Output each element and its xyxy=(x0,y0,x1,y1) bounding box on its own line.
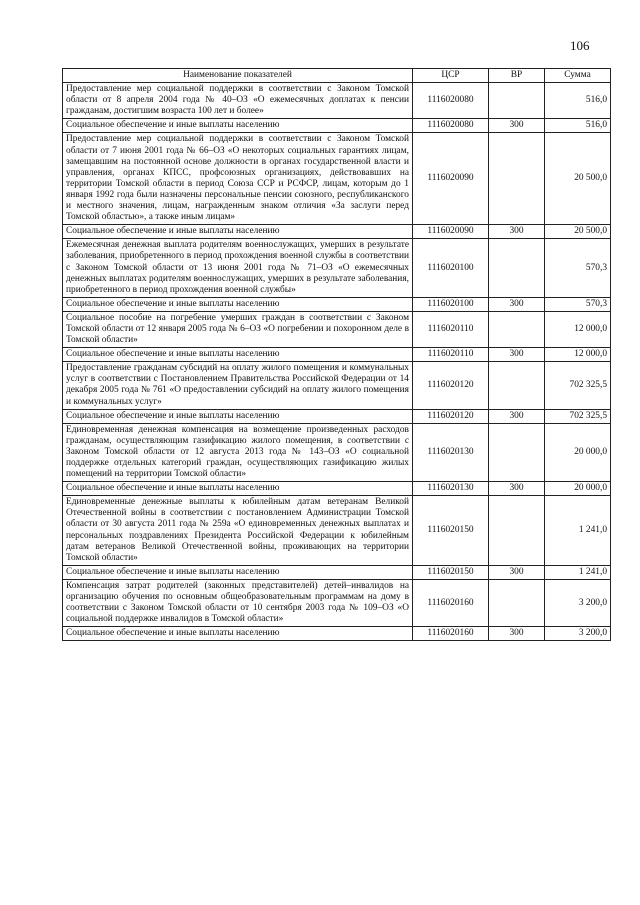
row-csr: 1116020150 xyxy=(413,565,489,579)
row-vr xyxy=(489,83,545,119)
row-vr xyxy=(489,496,545,566)
row-vr: 300 xyxy=(489,348,545,362)
row-sum: 20 000,0 xyxy=(545,423,611,481)
row-sum: 702 325,5 xyxy=(545,362,611,409)
header-csr: ЦСР xyxy=(413,69,489,83)
row-name: Социальное обеспечение и иные выплаты населению xyxy=(63,225,413,239)
table-header-row xyxy=(63,69,611,83)
row-name: Ежемесячная денежная выплата родителям военнослужащих, умерших в результате заболевания, приобретенного в период прохождения военной службы в соответствии с Законом Томской области от 13 июня 2001 года № 71–ОЗ «О ежемесячных денежных выплатах родителям военнослужащих, умерших в результате заболевания, приобретенного в период прохождения военной службы» xyxy=(63,239,413,297)
row-name: Социальное обеспечение и иные выплаты населению xyxy=(63,119,413,133)
row-sum: 570,3 xyxy=(545,239,611,297)
row-vr: 300 xyxy=(489,297,545,311)
row-name: Социальное обеспечение и иные выплаты населению xyxy=(63,482,413,496)
row-csr: 1116020100 xyxy=(413,297,489,311)
header-name: Наименование показателей xyxy=(63,69,413,83)
table-row xyxy=(63,239,611,297)
row-name: Предоставление мер социальной поддержки в соответствии с Законом Томской области от 7 июня 2001 года № 66–ОЗ «О некоторых социальных гарантиях лицам, замещавшим на постоянной основе должности в органах государственной власти и управления, органах КПСС, профсоюзных организациях, действовавших на территории Томской области в период Союза ССР и РСФСР, лицам, которым до 1 января 1992 года были назначены персональные пенсии союзного, республиканского и местного значения, лицам, награжденным знаком отличия «За заслуги перед Томской областью», а также иным лицам» xyxy=(63,133,413,225)
row-csr: 1116020160 xyxy=(413,627,489,641)
header-sum: Сумма xyxy=(545,69,611,83)
row-vr: 300 xyxy=(489,409,545,423)
row-csr: 1116020090 xyxy=(413,225,489,239)
table-row xyxy=(63,627,611,641)
row-sum: 3 200,0 xyxy=(545,627,611,641)
header-vr: ВР xyxy=(489,69,545,83)
row-vr: 300 xyxy=(489,225,545,239)
row-name: Социальное пособие на погребение умерших граждан в соответствии с Законом Томской области от 12 января 2005 года № 6–ОЗ «О погребении и похоронном деле в Томской области» xyxy=(63,311,413,347)
row-name: Социальное обеспечение и иные выплаты населению xyxy=(63,348,413,362)
table-row xyxy=(63,225,611,239)
table-row xyxy=(63,496,611,566)
row-vr: 300 xyxy=(489,482,545,496)
row-name: Социальное обеспечение и иные выплаты населению xyxy=(63,627,413,641)
row-sum: 516,0 xyxy=(545,83,611,119)
row-name: Предоставление мер социальной поддержки в соответствии с Законом Томской области от 8 апреля 2004 года № 40–ОЗ «О ежемесячных доплатах к пенсии гражданам, достигшим возраста 100 лет и более» xyxy=(63,83,413,119)
row-sum: 12 000,0 xyxy=(545,311,611,347)
row-sum: 12 000,0 xyxy=(545,348,611,362)
row-name: Социальное обеспечение и иные выплаты населению xyxy=(63,565,413,579)
table-row xyxy=(63,83,611,119)
row-csr: 1116020130 xyxy=(413,423,489,481)
row-name: Компенсация затрат родителей (законных представителей) детей–инвалидов на организацию обучения по основным общеобразовательным программам на дому в соответствии с Законом Томской области от 10 сентября 2003 года № 109–ОЗ «О социальной поддержке инвалидов в Томской области» xyxy=(63,579,413,626)
row-csr: 1116020080 xyxy=(413,119,489,133)
row-csr: 1116020120 xyxy=(413,409,489,423)
table-row xyxy=(63,482,611,496)
table-row xyxy=(63,119,611,133)
table-row xyxy=(63,348,611,362)
row-sum: 516,0 xyxy=(545,119,611,133)
row-vr xyxy=(489,423,545,481)
row-sum: 570,3 xyxy=(545,297,611,311)
table-row xyxy=(63,423,611,481)
row-sum: 20 000,0 xyxy=(545,482,611,496)
page-number: 106 xyxy=(570,38,590,53)
row-sum: 20 500,0 xyxy=(545,225,611,239)
row-sum: 20 500,0 xyxy=(545,133,611,225)
row-csr: 1116020130 xyxy=(413,482,489,496)
table-row xyxy=(63,409,611,423)
row-vr xyxy=(489,133,545,225)
row-name: Социальное обеспечение и иные выплаты населению xyxy=(63,409,413,423)
row-name: Единовременные денежные выплаты к юбилейным датам ветеранам Великой Отечественной войны в соответствии с постановлением Администрации Томской области от 30 августа 2011 года № 259а «О единовременных денежных выплатах и персональных поздравлениях Президента Российской Федерации к юбилейным датам ветеранов Великой Отечественной войны, проживающих на территории Томской области» xyxy=(63,496,413,566)
row-csr: 1116020100 xyxy=(413,239,489,297)
row-vr xyxy=(489,239,545,297)
row-csr: 1116020110 xyxy=(413,348,489,362)
row-sum: 1 241,0 xyxy=(545,565,611,579)
row-csr: 1116020160 xyxy=(413,579,489,626)
table-row xyxy=(63,565,611,579)
row-sum: 1 241,0 xyxy=(545,496,611,566)
row-vr xyxy=(489,362,545,409)
row-vr: 300 xyxy=(489,565,545,579)
table-row xyxy=(63,579,611,626)
row-csr: 1116020090 xyxy=(413,133,489,225)
row-sum: 702 325,5 xyxy=(545,409,611,423)
row-name: Предоставление гражданам субсидий на оплату жилого помещения и коммунальных услуг в соответствии с Постановлением Правительства Российской Федерации от 14 декабря 2005 года № 761 «О предоставлении субсидий на оплату жилого помещения и коммунальных услуг» xyxy=(63,362,413,409)
row-vr xyxy=(489,311,545,347)
row-sum: 3 200,0 xyxy=(545,579,611,626)
row-csr: 1116020150 xyxy=(413,496,489,566)
budget-table xyxy=(62,68,611,641)
table-row xyxy=(63,133,611,225)
row-name: Социальное обеспечение и иные выплаты населению xyxy=(63,297,413,311)
table-row xyxy=(63,311,611,347)
row-vr: 300 xyxy=(489,119,545,133)
row-csr: 1116020080 xyxy=(413,83,489,119)
row-vr xyxy=(489,579,545,626)
row-vr: 300 xyxy=(489,627,545,641)
row-name: Единовременная денежная компенсация на возмещение произведенных расходов гражданам, осуществляющим газификацию жилого помещения, в соответствии с Законом Томской области от 12 августа 2013 года № 143–ОЗ «О социальной поддержке отдельных категорий граждан, осуществляющих газификацию жилых помещений на территории Томской области» xyxy=(63,423,413,481)
row-csr: 1116020120 xyxy=(413,362,489,409)
table-row xyxy=(63,362,611,409)
table-row xyxy=(63,297,611,311)
row-csr: 1116020110 xyxy=(413,311,489,347)
